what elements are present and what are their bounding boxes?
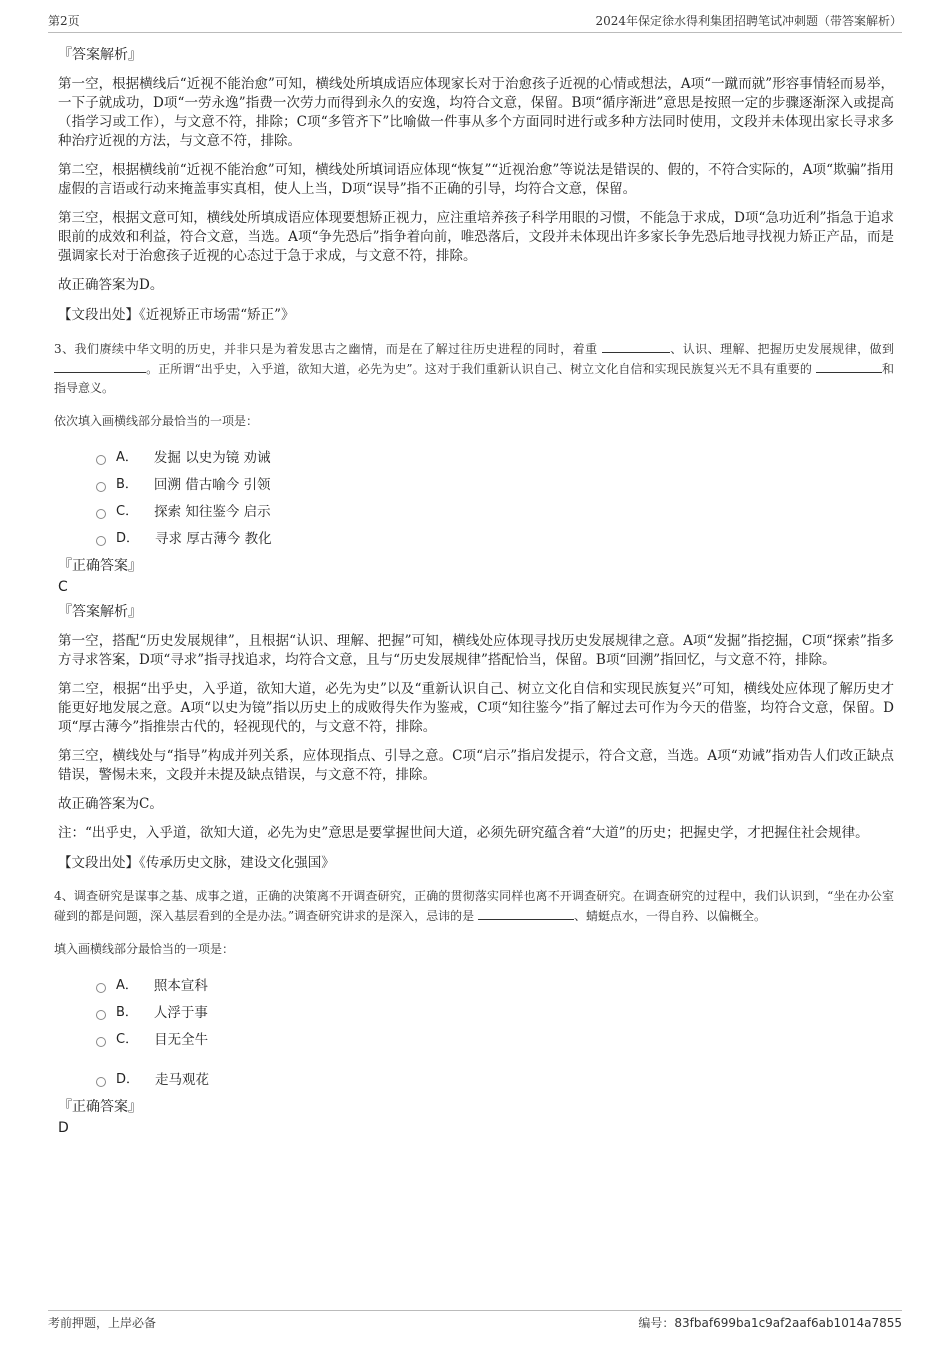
q3-blank-3: [816, 359, 882, 373]
page-content: [54, 45, 894, 1143]
q3-blank-2: [54, 359, 146, 373]
radio-icon[interactable]: [96, 1010, 106, 1020]
radio-icon[interactable]: [96, 509, 106, 519]
q3-option-d[interactable]: D． 寻求 厚古薄今 教化: [96, 529, 894, 549]
page-footer: [48, 1310, 902, 1334]
q2-analysis-tag: 『答案解析』: [58, 47, 142, 63]
q4-option-c[interactable]: C． 目无全牛: [96, 1030, 894, 1050]
q4-options: [96, 976, 894, 1090]
q4-instruction: 填入画横线部分最恰当的一项是：: [54, 942, 235, 956]
q4-blank-1: [478, 906, 574, 920]
q3-conclusion: 故正确答案为C。: [58, 796, 163, 812]
page-header: [48, 12, 902, 33]
q3-blank-1: [602, 339, 670, 353]
q3-instruction: 依次填入画横线部分最恰当的一项是：: [54, 414, 259, 428]
q3-option-c[interactable]: C． 探索 知往鉴今 启示: [96, 502, 894, 522]
q3-analysis-tag: 『答案解析』: [58, 604, 142, 620]
q3-source: 【文段出处】《传承历史文脉，建设文化强国》: [58, 855, 335, 871]
radio-icon[interactable]: [96, 482, 106, 492]
page-number: 第2页: [48, 14, 80, 28]
q4-answer-tag: 『正确答案』: [58, 1099, 142, 1115]
q3-option-a[interactable]: A． 发掘 以史为镜 劝诫: [96, 448, 894, 468]
footer-slogan: 考前押题，上岸必备: [48, 1316, 157, 1330]
q3-analysis-para-2: 第二空，根据“出乎史，入乎道，欲知大道，必先为史”以及“重新认识自己、树立文化自信和实现民族复兴”可知，横线处应体现了解历史才能更好地发展之意。A项“以史为镜”指以历史上的成败得失作为鉴戒，C项“知往鉴今”指了解过去可作为今天的借鉴，均符合文意，保留。D项“厚古薄今”指推崇古代的，轻视现代的，与文意不符，排除。: [58, 681, 894, 735]
q4-option-b[interactable]: B． 人浮于事: [96, 1003, 894, 1023]
q3-answer: C: [58, 579, 68, 595]
radio-icon[interactable]: [96, 1037, 106, 1047]
q3-analysis-para-3: 第三空，横线处与“指导”构成并列关系，应体现指点、引导之意。C项“启示”指启发提示，符合文意，当选。A项“劝诫”指劝告人们改正缺点错误，警惕未来，文段并未提及缺点错误，与文意不符，排除。: [58, 748, 894, 783]
q3-options: [96, 448, 894, 549]
q4-answer: D: [58, 1120, 69, 1136]
q2-analysis-para-1: 第一空，根据横线后“近视不能治愈”可知，横线处所填成语应体现家长对于治愈孩子近视的心情或想法，A项“一蹴而就”形容事情轻而易举，一下子就成功，D项“一劳永逸”指费一次劳力而得到永久的安逸，均符合文意，保留。B项“循序渐进”意思是按照一定的步骤逐渐深入或提高（指学习或工作），与文意不符，排除；C项“多管齐下”比喻做一件事从多个方面同时进行或多种方法同时使用，文段并未体现出家长寻求多种治疗近视的方法，与文意不符，排除。: [58, 76, 894, 149]
document-title: 2024年保定徐水得利集团招聘笔试冲刺题（带答案解析）: [595, 14, 902, 28]
q4-option-d[interactable]: D． 走马观花: [96, 1070, 894, 1090]
radio-icon[interactable]: [96, 536, 106, 546]
q3-note: 注：“出乎史，入乎道，欲知大道，必先为史”意思是要掌握世间大道，必须先研究蕴含着“大道”的历史；把握史学，才把握住社会规律。: [58, 825, 869, 841]
radio-icon[interactable]: [96, 455, 106, 465]
q2-conclusion: 故正确答案为D。: [58, 277, 164, 293]
q2-analysis-para-2: 第二空，根据横线前“近视不能治愈”可知，横线处所填词语应体现“恢复”“近视治愈”等说法是错误的、假的，不符合实际的，A项“欺骗”指用虚假的言语或行动来掩盖事实真相，使人上当，D项“误导”指不正确的引导，均符合文意，保留。: [58, 162, 894, 197]
q4-option-a[interactable]: A． 照本宣科: [96, 976, 894, 996]
q3-option-b[interactable]: B． 回溯 借古喻今 引领: [96, 475, 894, 495]
radio-icon[interactable]: [96, 1077, 106, 1087]
q3-answer-tag: 『正确答案』: [58, 558, 142, 574]
q4-question: 4、调查研究是谋事之基、成事之道，正确的决策离不开调查研究，正确的贯彻落实同样也离不开调查研究。在调查研究的过程中，我们认识到，“坐在办公室碰到的都是问题，深入基层看到的全是办法。”调查研究讲求的是深入，忌讳的是 、蜻蜓点水，一得自矜、以偏概全。: [54, 889, 894, 923]
q2-source: 【文段出处】《近视矫正市场需“矫正”》: [58, 307, 295, 323]
q3-analysis-para-1: 第一空，搭配“历史发展规律”，且根据“认识、理解、把握”可知，横线处应体现寻找历史发展规律之意。A项“发掘”指挖掘，C项“探索”指多方寻求答案，D项“寻求”指寻找追求，均符合文意，且与“历史发展规律”搭配恰当，保留。B项“回溯”指回忆，与文意不符，排除。: [58, 633, 894, 668]
q2-analysis-para-3: 第三空，根据文意可知，横线处所填成语应体现要想矫正视力，应注重培养孩子科学用眼的习惯，不能急于求成，D项“急功近利”指急于追求眼前的成效和利益，符合文意，当选。A项“争先恐后”指争着向前，唯恐落后，文段并未体现出许多家长争先恐后地寻找视力矫正产品，而是强调家长对于治愈孩子近视的心态过于急于求成，与文意不符，排除。: [58, 210, 894, 264]
q3-question: 3、我们赓续中华文明的历史，并非只是为着发思古之幽情，而是在了解过往历史进程的同时，着重 、认识、理解、把握历史发展规律，做到 。正所谓“出乎史，入乎道，欲知大道，必先为史”。这对于我们重新认识自己、树立文化自信和实现民族复兴无不具有重要的 和指导意义。: [54, 339, 894, 398]
radio-icon[interactable]: [96, 983, 106, 993]
document-code: 编号：83fbaf699ba1c9af2aaf6ab1014a7855: [638, 1316, 902, 1330]
